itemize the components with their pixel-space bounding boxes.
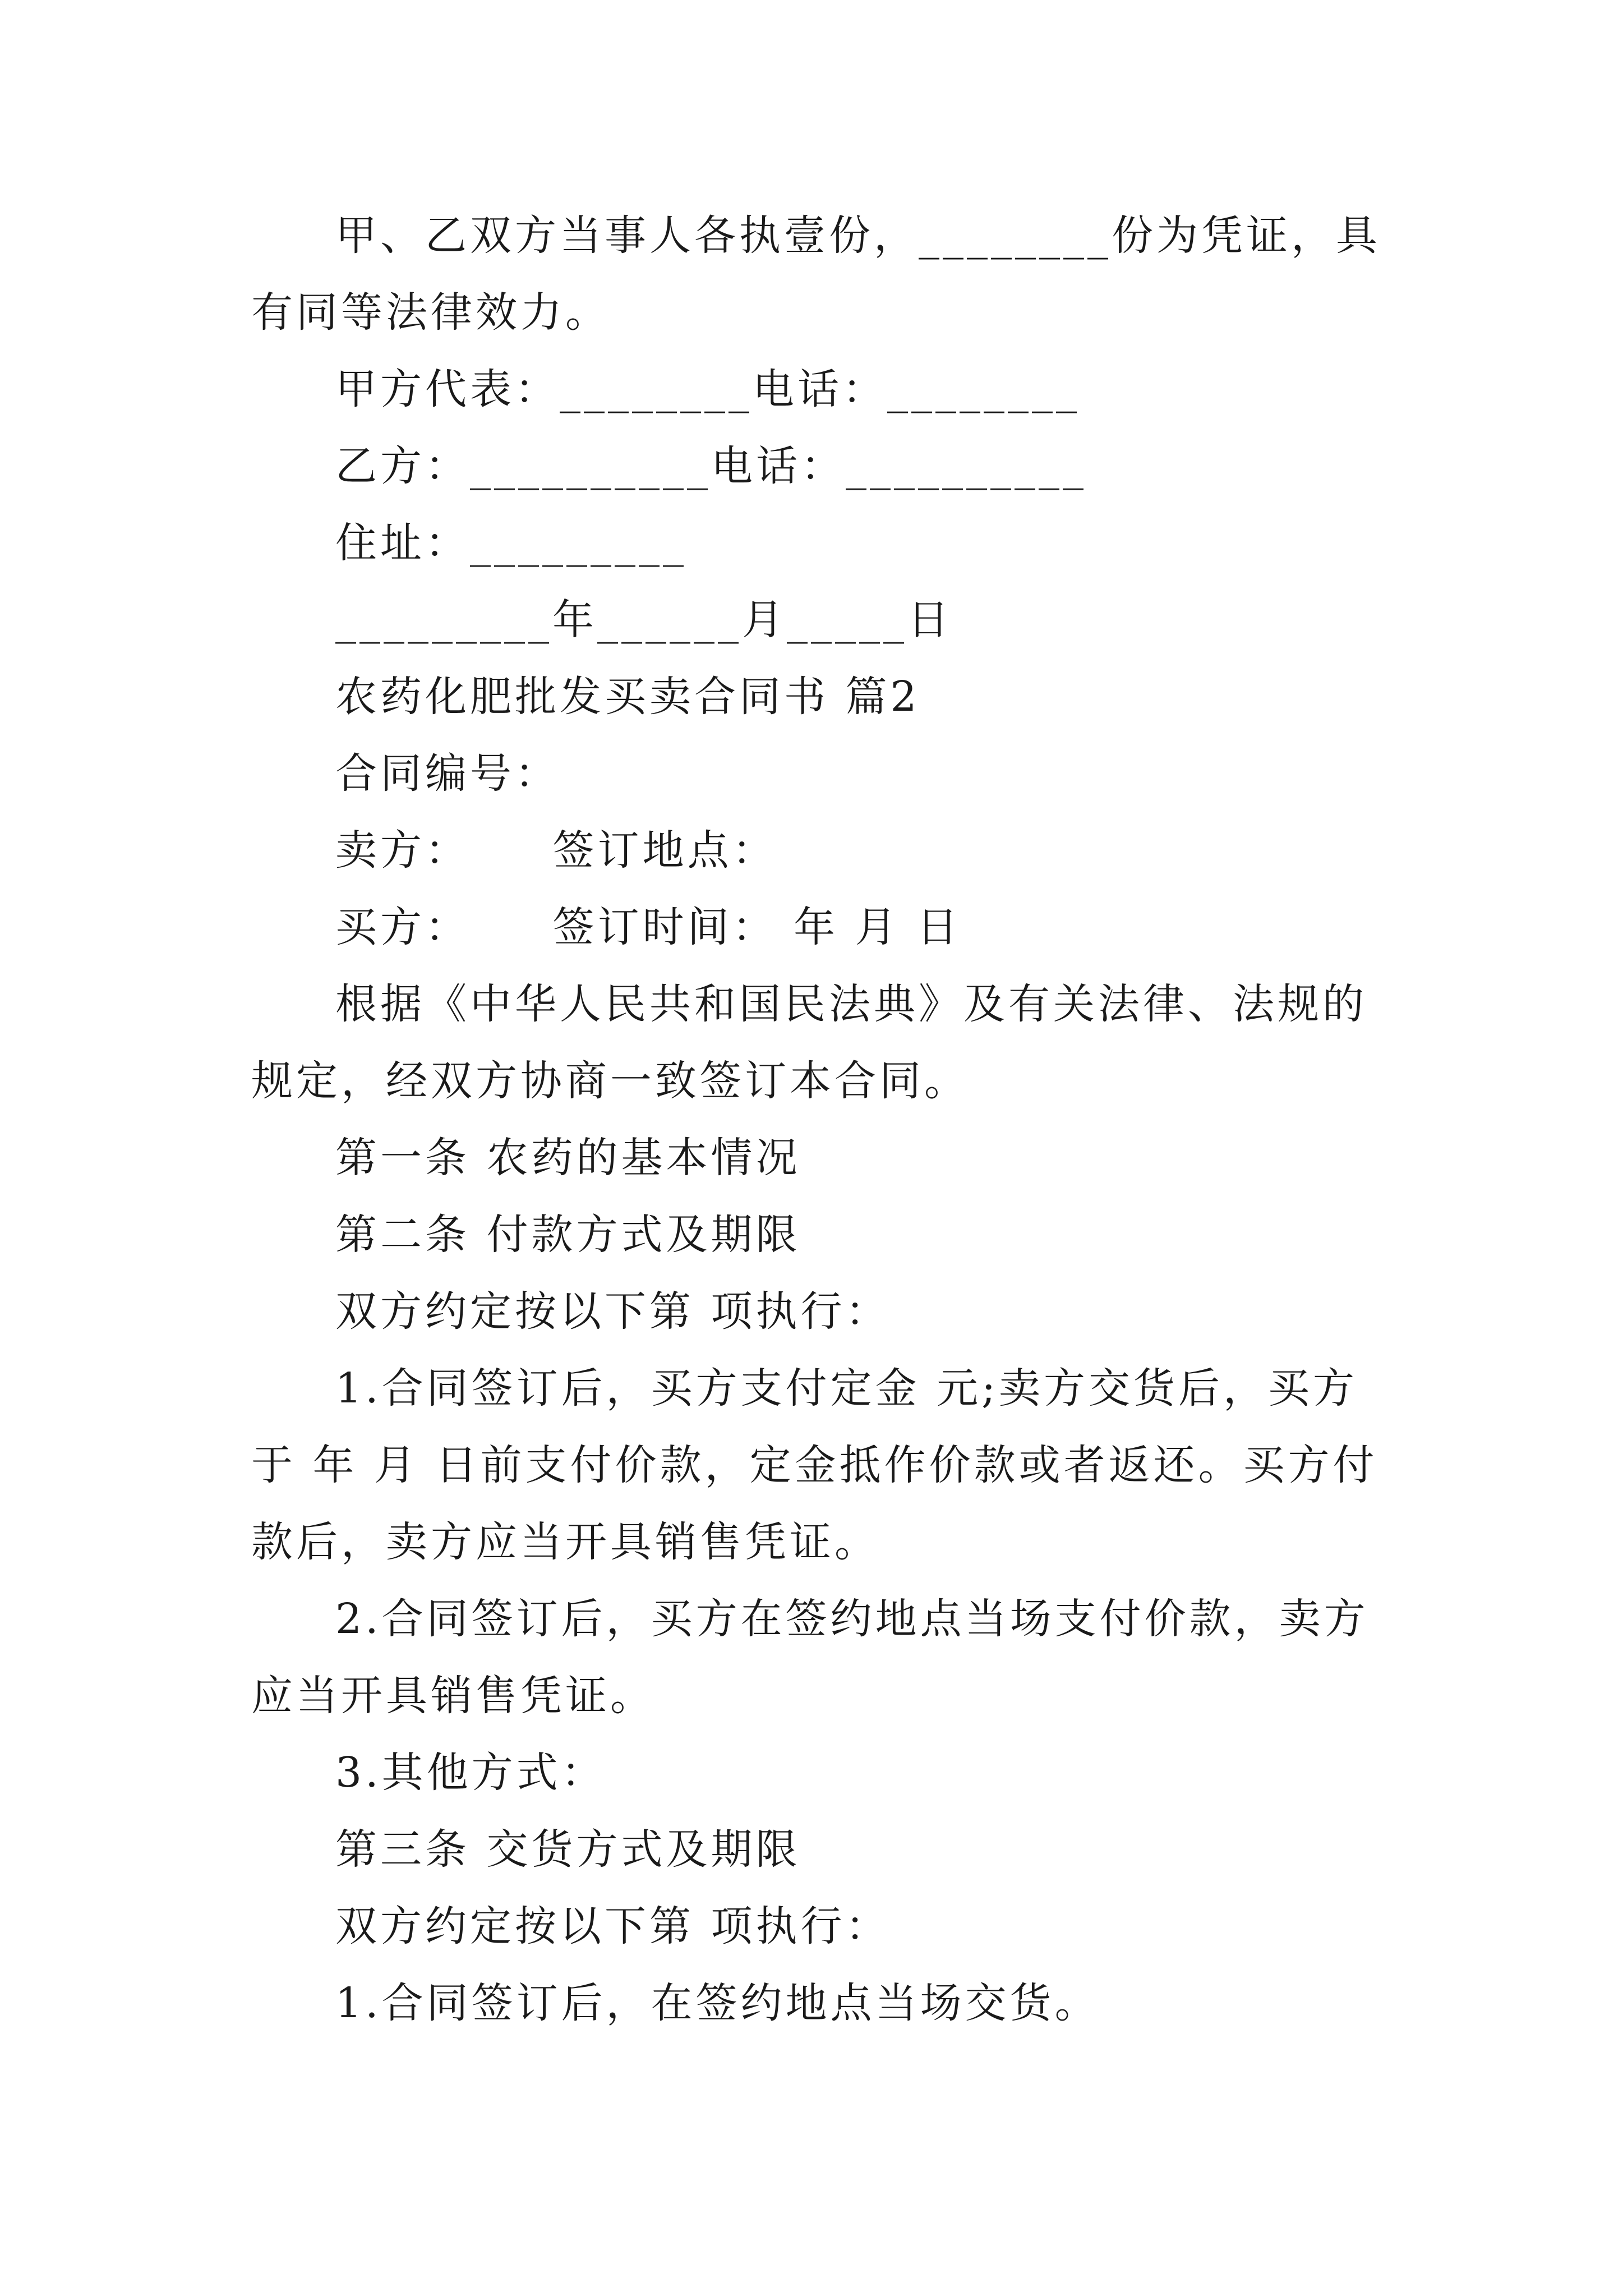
paragraph-contract-number: 合同编号： <box>335 749 560 798</box>
paragraph-delivery-option-1: 1.合同签订后，在签约地点当场交货。 <box>335 1979 1100 2027</box>
article-3-heading: 第三条 交货方式及期限 <box>335 1825 801 1874</box>
paragraph-date: _________年______月_____日 <box>335 596 952 644</box>
paragraph-payment-options: 双方约定按以下第 项执行： <box>335 1287 891 1336</box>
paragraph-delivery-options: 双方约定按以下第 项执行： <box>335 1902 891 1950</box>
paragraph-copies-clause: 甲、乙双方当事人各执壹份，________份为凭证，具有同等法律效力。 <box>251 211 1381 337</box>
paragraph-party-b: 乙方：__________电话：__________ <box>335 442 1087 490</box>
paragraph-address: 住址：_________ <box>335 519 687 567</box>
paragraph-payment-option-3: 3.其他方式： <box>335 1749 606 1797</box>
document-body <box>251 197 1384 2042</box>
paragraph-seller: 卖方： 签订地点： <box>335 826 777 875</box>
article-2-heading: 第二条 付款方式及期限 <box>335 1211 801 1259</box>
article-1-heading: 第一条 农药的基本情况 <box>335 1134 801 1182</box>
paragraph-buyer: 买方： 签订时间： 年 月 日 <box>335 903 962 951</box>
paragraph-party-a-representative: 甲方代表：________电话：________ <box>335 365 1080 413</box>
paragraph-legal-basis: 根据《中华人民共和国民法典》及有关法律、法规的规定，经双方协商一致签订本合同。 <box>251 980 1367 1105</box>
paragraph-payment-option-1: 1.合同签订后，买方支付定金 元;卖方交货后，买方于 年 月 日前支付价款，定金抵作价款或者返还。买方付款后，卖方应当开具销售凭证。 <box>251 1364 1378 1566</box>
section-title: 农药化肥批发买卖合同书 篇2 <box>335 673 920 721</box>
paragraph-payment-option-2: 2.合同签订后，买方在签约地点当场支付价款，卖方应当开具销售凭证。 <box>251 1595 1369 1720</box>
